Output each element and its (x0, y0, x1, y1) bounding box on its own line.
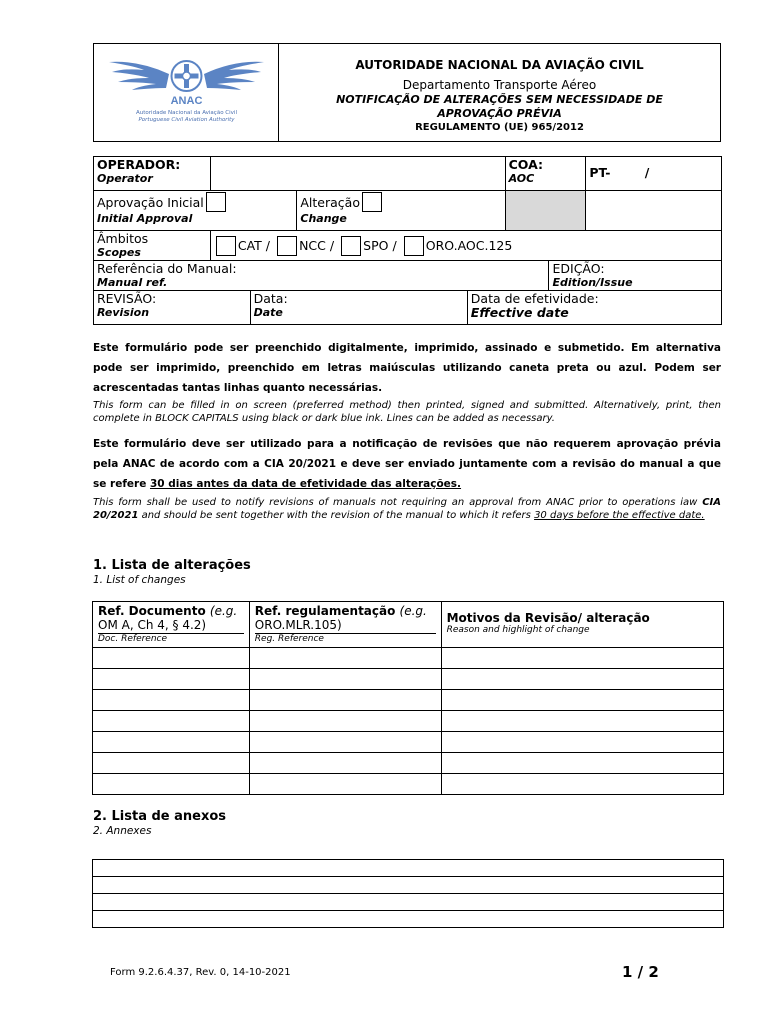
operador-label: OPERADOR: (97, 157, 181, 172)
effective-date-cell[interactable] (467, 291, 721, 325)
pt-label: PT- (589, 165, 611, 180)
changes-table (92, 601, 724, 795)
alteracao-checkbox[interactable] (362, 192, 382, 212)
revision-label: Revision (97, 306, 150, 319)
spo-checkbox[interactable] (341, 236, 361, 256)
oro-label: ORO.AOC.125 (425, 238, 513, 253)
coa-label-cell (505, 157, 586, 191)
edicao-label: EDIÇÃO: (552, 261, 605, 276)
data-efetividade-label: Data de efetividade: (470, 291, 599, 306)
aprovacao-cell (94, 191, 297, 231)
cat-label: CAT / (237, 238, 270, 253)
section1-subtitle: 1. List of changes (93, 574, 186, 586)
ncc-checkbox[interactable] (277, 236, 297, 256)
changes-table-header (93, 602, 724, 648)
coa-label: COA: (508, 157, 543, 172)
col-doc-reference: Ref. Documento (e.g. OM A, Ch 4, § 4.2) Doc. Reference (93, 602, 250, 648)
table-row (93, 669, 724, 690)
instructions-en: This form can be filled in on screen (preferred method) then printed, signed and submitted. Alternatively, print, then complete in BLOCK CAPITALS using black or dark blue ink. Lines can be added as necessary. (93, 400, 721, 424)
scopes-label: Scopes (97, 246, 141, 259)
form-title-line2: APROVAÇÃO PRÉVIA (437, 107, 562, 120)
edition-label: Edition/Issue (552, 276, 633, 289)
authority-name: AUTORIDADE NACIONAL DA AVIAÇÃO CIVIL (355, 58, 644, 72)
aoc-label: AOC (508, 172, 535, 185)
scopes-options (210, 231, 721, 261)
spo-label: SPO / (363, 238, 397, 253)
empty-cell (586, 191, 722, 231)
regulation: REGULAMENTO (UE) 965/2012 (415, 122, 584, 133)
grey-cell (505, 191, 586, 231)
revisao-cell[interactable] (94, 291, 251, 325)
data-label: Data: (253, 291, 288, 306)
table-row (93, 732, 724, 753)
form-reference: Form 9.2.6.4.37, Rev. 0, 14-10-2021 (110, 967, 291, 978)
section1-title: 1. Lista de alterações (93, 558, 251, 573)
revisao-label: REVISÃO: (97, 291, 157, 306)
aprovacao-checkbox[interactable] (206, 192, 226, 212)
referencia-cell[interactable] (94, 261, 549, 291)
operator-form-table (93, 156, 722, 325)
page-number: 1 / 2 (622, 963, 659, 981)
operador-field[interactable] (210, 157, 505, 191)
table-row (93, 648, 724, 669)
anac-logo (94, 44, 279, 141)
purpose-en: This form shall be used to notify revisions of manuals not requiring an approval from ANAC prior to operations iaw CIA 20/2021 and should be sent together with the revision of the manual to which it refers 30 days before the effective date. (93, 497, 721, 521)
table-row (93, 894, 724, 911)
section2-subtitle: 2. Annexes (93, 825, 152, 837)
header-text (279, 44, 720, 141)
purpose-pt: Este formulário deve ser utilizado para a notificação de revisões que não requerem aprovação prévia pela ANAC de acordo com a CIA 20/2021 e deve ser enviado juntamente com a revisão do manual a que se refere 30 dias antes da data de efetividade das alterações. (93, 438, 721, 490)
operador-label-cell (94, 157, 211, 191)
table-row (93, 711, 724, 732)
change-label: Change (300, 212, 347, 225)
alteracao-label: Alteração (300, 195, 360, 210)
effective-date-label: Effective date (470, 305, 569, 320)
data-cell[interactable] (250, 291, 467, 325)
initial-approval-label: Initial Approval (97, 212, 193, 225)
svg-text:ANAC: ANAC (170, 95, 203, 107)
manual-ref-label: Manual ref. (97, 276, 168, 289)
table-row (93, 911, 724, 928)
table-row (93, 690, 724, 711)
table-row (93, 860, 724, 877)
alteracao-cell (297, 191, 505, 231)
ncc-label: NCC / (299, 238, 335, 253)
col-reg-reference: Ref. regulamentação (e.g. ORO.MLR.105) Reg. Reference (249, 602, 441, 648)
logo-caption-en: Portuguese Civil Aviation Authority (138, 117, 235, 123)
operator-label: Operator (97, 172, 153, 185)
department-name: Departamento Transporte Aéreo (402, 78, 597, 92)
edicao-cell[interactable] (549, 261, 722, 291)
form-title-line1: NOTIFICAÇÃO DE ALTERAÇÕES SEM NECESSIDADE DE (336, 93, 663, 106)
instructions-pt: Este formulário pode ser preenchido digitalmente, imprimido, assinado e submetido. Em alternativa pode ser imprimido, preenchido em letras maiúsculas utilizando caneta preta ou azul. Podem ser acrescentadas tantas linhas quanto necessárias. (93, 342, 721, 394)
anac-wings-icon (104, 52, 269, 112)
table-row (93, 877, 724, 894)
col-reason: Motivos da Revisão/ alteração Reason and highlight of change (441, 602, 723, 648)
oro-checkbox[interactable] (404, 236, 424, 256)
logo-caption-pt: Autoridade Nacional da Aviação Civil (136, 110, 237, 116)
annexes-table (92, 859, 724, 928)
aprovacao-label: Aprovação Inicial (97, 195, 204, 210)
ambitos-cell (94, 231, 211, 261)
table-row (93, 753, 724, 774)
header-box (93, 43, 721, 142)
pt-slash: / (644, 165, 650, 180)
pt-field[interactable] (586, 157, 722, 191)
ambitos-label: Âmbitos (97, 231, 149, 246)
referencia-label: Referência do Manual: (97, 261, 237, 276)
form-title (279, 93, 720, 121)
table-row (93, 774, 724, 795)
cat-checkbox[interactable] (216, 236, 236, 256)
date-label: Date (253, 306, 283, 319)
section2-title: 2. Lista de anexos (93, 809, 227, 824)
